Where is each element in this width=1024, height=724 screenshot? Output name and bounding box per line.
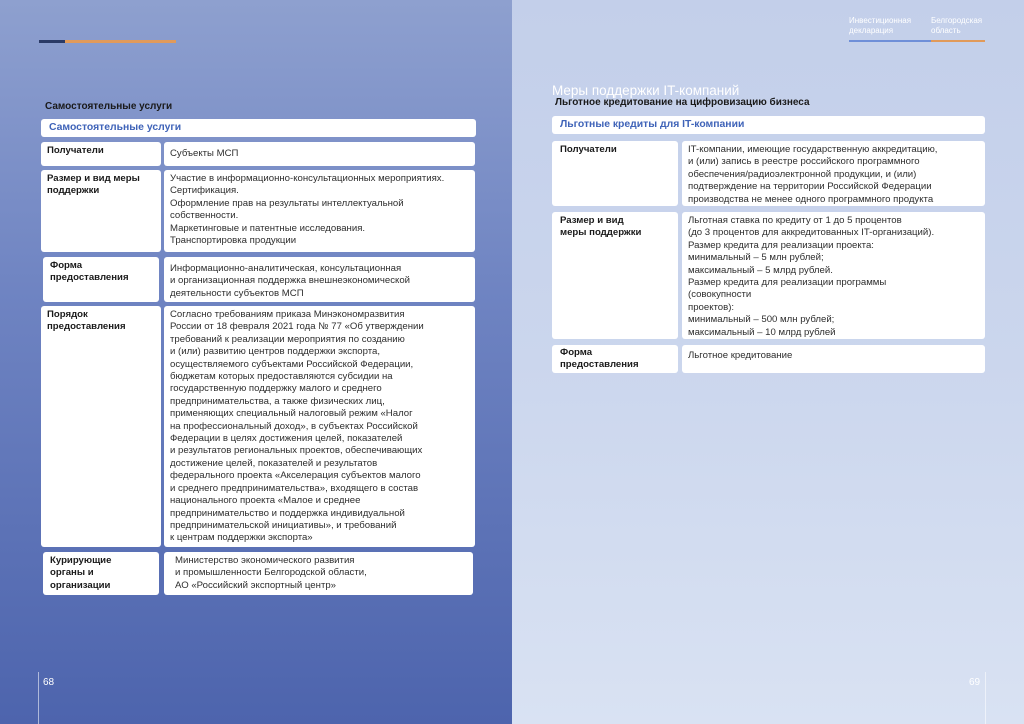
- left-page-number: 68: [43, 677, 55, 688]
- left-row-3-value: Информационно-аналитическая, консультационная и организационная поддержка внешнеэкономической деятельности субъектов МСП: [164, 257, 475, 302]
- header-nav-blue-bar: [849, 40, 931, 42]
- right-row-3-label: Форма предоставления: [552, 345, 678, 373]
- left-row-1-label: Получатели: [41, 142, 161, 166]
- right-page: [512, 0, 1024, 724]
- left-page-margin-line: [38, 672, 39, 724]
- left-deco-dark-bar: [39, 40, 65, 43]
- header-nav-investment-declaration[interactable]: Инвестиционная декларация: [849, 16, 912, 35]
- header-nav-orange-bar: [931, 40, 985, 42]
- left-row-2-label: Размер и вид меры поддержки: [41, 170, 161, 252]
- left-row-2-value: Участие в информационно-консультационных мероприятиях. Сертификация. Оформление прав на результаты интеллектуальной собственности. Маркетинговые и патентные исследования. Транспортировка продукции: [164, 170, 475, 252]
- right-page-title: Меры поддержки IT-компаний: [552, 83, 740, 98]
- left-row-5-value: Министерство экономического развития и промышленности Белгородской области, АО «Российский экспортный центр»: [164, 552, 473, 595]
- right-page-number: 69: [969, 677, 981, 688]
- left-row-1-value: Субъекты МСП: [164, 142, 475, 166]
- right-row-2-label: Размер и вид меры поддержки: [552, 212, 678, 339]
- right-row-1-value: IT-компании, имеющие государственную аккредитацию, и (или) запись в реестре российского программного обеспечения/радиоэлектронной продукции, и (или) подтверждение на территории Российской Федерации производства не менее одного программного продукта: [682, 141, 985, 206]
- left-deco-orange-bar: [65, 40, 176, 43]
- right-row-2-value: Льготная ставка по кредиту от 1 до 5 процентов (до 3 процентов для аккредитованных IT-организаций). Размер кредита для реализации проекта: минимальный – 5 млн рублей; максимальный – 5 млрд рублей. Размер кредита для реализации программы (совокупности проектов): минимальный – 500 млн рублей; максимальный – 10 млрд рублей: [682, 212, 985, 339]
- header-nav-belgorod-region[interactable]: Белгородская область: [931, 16, 983, 35]
- right-row-3-value: Льготное кредитование: [682, 345, 985, 373]
- left-table-header: Самостоятельные услуги: [41, 119, 476, 137]
- left-row-4-value: Согласно требованиям приказа Минэкономразвития России от 18 февраля 2021 года № 77 «Об утверждении требований к реализации мероприятия по созданию и (или) развитию центров поддержки экспорта, осуществляемого субъектами Российской Федерации, бюджетам которых предоставляются субсидии на государственную поддержку малого и среднего предпринимательства, а также физических лиц, применяющих специальный налоговый режим «Налог на профессиональный доход», в субъектах Российской Федерации в целях достижения целей, показателей и результатов региональных проектов, обеспечивающих достижение целей, показателей и результатов федерального проекта «Акселерация субъектов малого и среднего предпринимательства», входящего в состав национального проекта «Малое и среднее предпринимательство и поддержка индивидуальной предпринимательской инициативы», и требований к центрам поддержки экспорта»: [164, 306, 475, 547]
- right-page-subtitle: Льготное кредитование на цифровизацию бизнеса: [555, 97, 810, 108]
- right-table-header: Льготные кредиты для IT-компании: [552, 116, 985, 134]
- left-section-title: Самостоятельные услуги: [45, 101, 173, 112]
- right-row-1-label: Получатели: [552, 141, 678, 206]
- left-row-4-label: Порядок предоставления: [41, 306, 161, 547]
- left-row-3-label: Форма предоставления: [43, 257, 159, 302]
- right-page-margin-line: [985, 672, 986, 724]
- left-row-5-label: Курирующие органы и организации: [43, 552, 159, 595]
